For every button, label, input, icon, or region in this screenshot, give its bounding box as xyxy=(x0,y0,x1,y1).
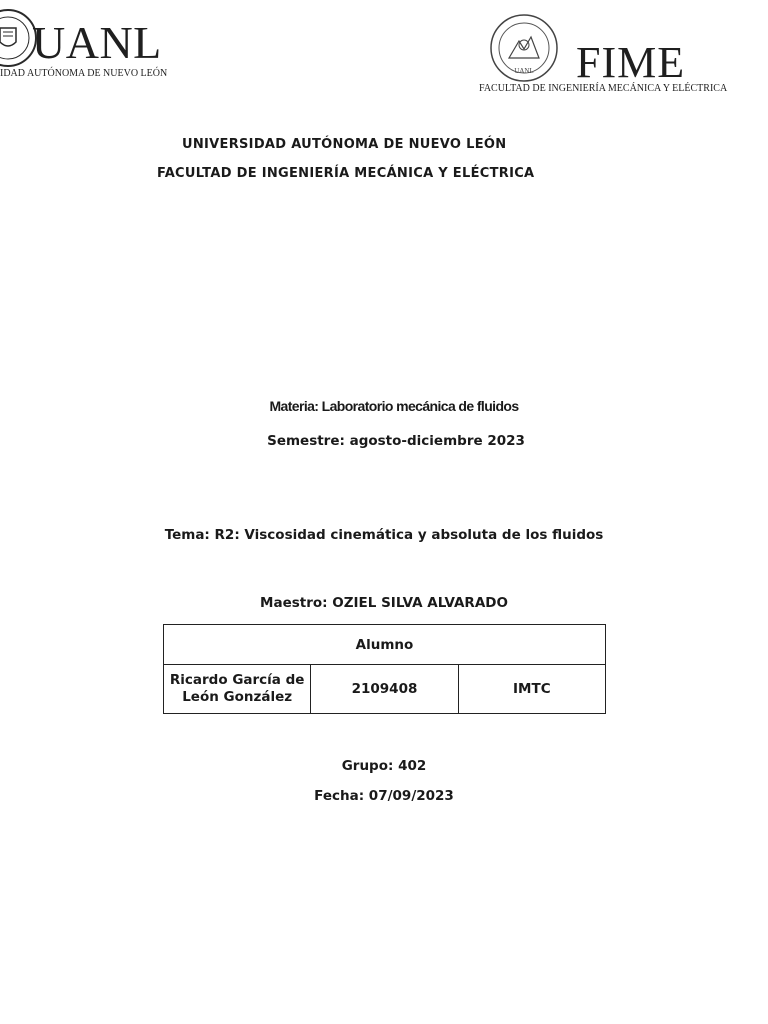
student-table xyxy=(163,624,606,714)
alumno-header: Alumno xyxy=(164,625,606,665)
maestro-line: Maestro: OZIEL SILVA ALVARADO xyxy=(260,595,508,611)
table-row xyxy=(164,665,606,714)
grupo-line: Grupo: 402 xyxy=(341,758,427,774)
uanl-wordmark: UANL xyxy=(32,17,162,68)
materia-line: Materia: Laboratorio mecánica de fluidos xyxy=(269,398,519,414)
uanl-subtitle: IDAD AUTÓNOMA DE NUEVO LEÓN xyxy=(0,68,168,79)
university-name: UNIVERSIDAD AUTÓNOMA DE NUEVO LEÓN xyxy=(182,137,507,152)
fime-seal-text: UANL xyxy=(514,67,534,75)
student-name-cell: Ricardo García de León González xyxy=(164,665,311,714)
semestre-line: Semestre: agosto-diciembre 2023 xyxy=(267,433,525,449)
student-program-cell: IMTC xyxy=(458,665,605,714)
fime-subtitle: FACULTAD DE INGENIERÍA MECÁNICA Y ELÉCTRICA xyxy=(479,83,728,94)
fime-wordmark: FIME xyxy=(576,38,686,87)
tema-line: Tema: R2: Viscosidad cinemática y absoluta de los fluidos xyxy=(164,527,604,543)
fecha-line: Fecha: 07/09/2023 xyxy=(314,788,454,804)
table-header-row xyxy=(164,625,606,665)
student-id-cell: 2109408 xyxy=(311,665,458,714)
faculty-name: FACULTAD DE INGENIERÍA MECÁNICA Y ELÉCTRICA xyxy=(157,166,535,181)
fime-seal-logo xyxy=(489,13,559,87)
